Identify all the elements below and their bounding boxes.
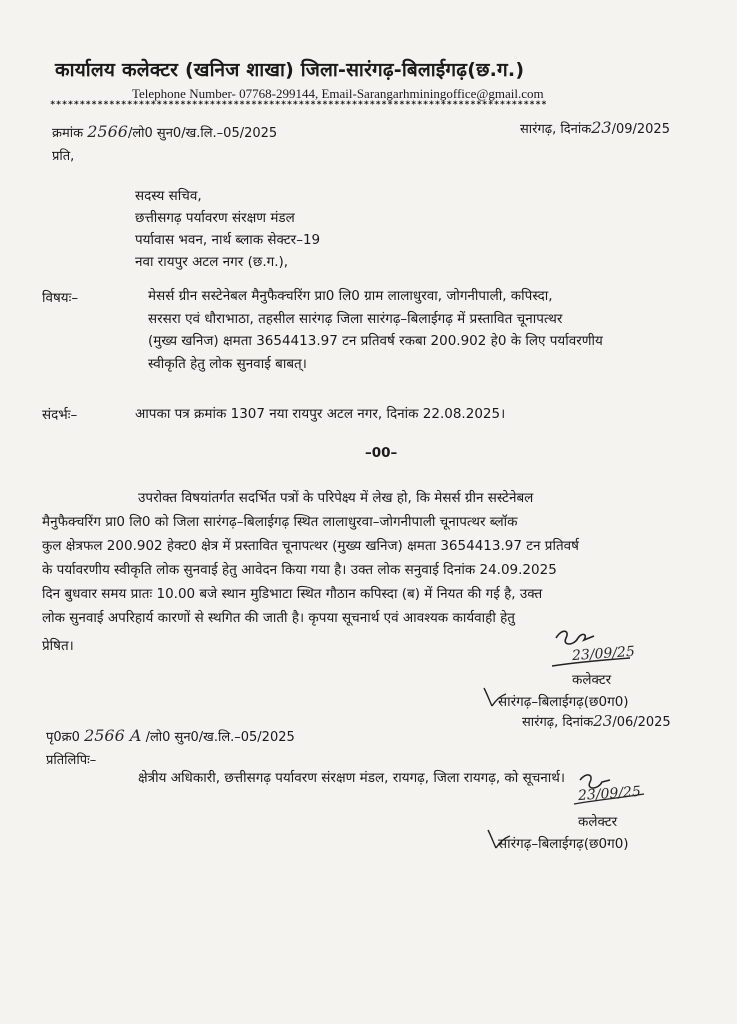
endorsement-number-handwritten: 2566 A <box>84 726 142 745</box>
ref-label: क्रमांक <box>52 126 84 141</box>
month-year: /09/2025 <box>611 122 670 137</box>
body-line-1: उपरोक्त विषयांतर्गत सदर्भित पत्रों के परिपेक्ष्य में लेख हो, कि मेसर्स ग्रीन सस्टेनेबल <box>138 490 534 506</box>
endorsement-number-line <box>46 726 295 745</box>
day-handwritten: 23 <box>591 118 612 137</box>
body-line-2: मैनुफैक्चरिंग प्रा0 लि0 को जिला सारंगढ़–बिलाईगढ़ स्थित लालाधुरवा–जोगनीपाली चूनापत्थर ब्लॉक <box>42 514 518 530</box>
contact-line: Telephone Number- 07768-299144, Email-Sarangarhminingoffice@gmail.com <box>132 86 544 101</box>
addressee-line-4: नवा रायपुर अटल नगर (छ.ग.), <box>135 254 289 270</box>
ref-number-handwritten: 2566 <box>87 122 128 141</box>
reference-text: आपका पत्र क्रमांक 1307 नया रायपुर अटल नगर, दिनांक 22.08.2025। <box>135 406 506 422</box>
reference-label: संदर्भः– <box>42 407 78 423</box>
subject-line-4: स्वीकृति हेतु लोक सुनवाई बाबत्। <box>148 355 307 372</box>
section-divider: –00– <box>365 445 398 461</box>
body-line-7: प्रेषित। <box>42 638 74 654</box>
body-line-5: दिन बुधवार समय प्रातः 10.00 बजे स्थान मुडिभाटा स्थित गौठान कपिस्दा (ब) में नियत की गई है, उक्त <box>42 586 543 602</box>
addressee-line-2: छत्तीसगढ़ पर्यावरण संरक्षण मंडल <box>135 210 295 226</box>
signature-1-title: कलेक्टर <box>572 672 612 688</box>
endorsement-suffix: /लो0 सुन0/ख.लि.–05/2025 <box>145 730 295 745</box>
signature-2-date: 23/09/25 <box>577 783 642 805</box>
initial-mark-1 <box>480 684 510 710</box>
place-date-line <box>520 118 670 137</box>
signature-1-date: 23/09/25 <box>571 643 636 665</box>
ref-suffix: /लो0 सुन0/ख.लि.–05/2025 <box>127 126 278 141</box>
copy-label: प्रतिलिपिः– <box>46 753 97 768</box>
body-line-4: के पर्यावरणीय स्वीकृति लोक सुनवाई हेतु आवेदन किया गया है। उक्त लोक सनुवाई दिनांक 24.09.2025 <box>42 562 557 578</box>
place-date-label: सारंगढ़, दिनांक <box>520 122 592 137</box>
body-line-3: कुल क्षेत्रफल 200.902 हेक्ट0 क्षेत्र में प्रस्तावित चूनापत्थर (मुख्य खनिज) क्षमता 3654413.97 टन प्रतिवर्ष <box>42 538 579 554</box>
signature-2-district: सारंगढ़–बिलाईगढ़(छ0ग0) <box>498 836 629 852</box>
star-separator: ************************************************************************************ <box>50 100 548 110</box>
sig1-day-handwritten: 23 <box>593 712 613 730</box>
to-label: प्रति, <box>52 149 75 164</box>
addressee-line-3: पर्यावास भवन, नार्थ ब्लाक सेक्टर–19 <box>135 232 321 248</box>
subject-line-3: (मुख्य खनिज) क्षमता 3654413.97 टन प्रतिवर्ष रकबा 200.902 हे0 के लिए पर्यावरणीय <box>148 333 603 349</box>
subject-line-2: सरसरा एवं धौराभाठा, तहसील सारंगढ़ जिला सारंगढ़–बिलाईगढ़ में प्रस्तावित चूनापत्थर <box>148 310 563 327</box>
subject-label: विषयः– <box>42 290 79 306</box>
reference-number-line <box>52 122 277 141</box>
signature-1-district: सारंगढ़–बिलाईगढ़(छ0ग0) <box>498 694 629 710</box>
sig1-place-date-label: सारंगढ़, दिनांक <box>522 715 594 730</box>
copy-text: क्षेत्रीय अधिकारी, छत्तीसगढ़ पर्यावरण संरक्षण मंडल, रायगढ़, जिला रायगढ़, को सूचनार्थ। <box>138 770 566 786</box>
body-line-6: लोक सुनवाई अपरिहार्य कारणों से स्थगित की जाती है। कृपया सूचनार्थ एवं आवश्यक कार्यवाही हेतु <box>42 610 515 626</box>
subject-line-1: मेसर्स ग्रीन सस्टेनेबल मैनुफैक्चरिंग प्रा0 लि0 ग्राम लालाधुरवा, जोगनीपाली, कपिस्दा, <box>148 288 553 304</box>
signature-1-place-date <box>522 712 671 730</box>
addressee-line-1: सदस्य सचिव, <box>135 188 202 204</box>
sig1-month-year: /06/2025 <box>612 715 671 730</box>
signature-2-title: कलेक्टर <box>578 814 618 830</box>
subject-text <box>148 285 708 375</box>
endorsement-label: पृ0क्र0 <box>46 730 80 745</box>
office-title: कार्यालय कलेक्टर (खनिज शाखा) जिला-सारंगढ़-बिलाईगढ़(छ.ग.) <box>55 59 525 81</box>
